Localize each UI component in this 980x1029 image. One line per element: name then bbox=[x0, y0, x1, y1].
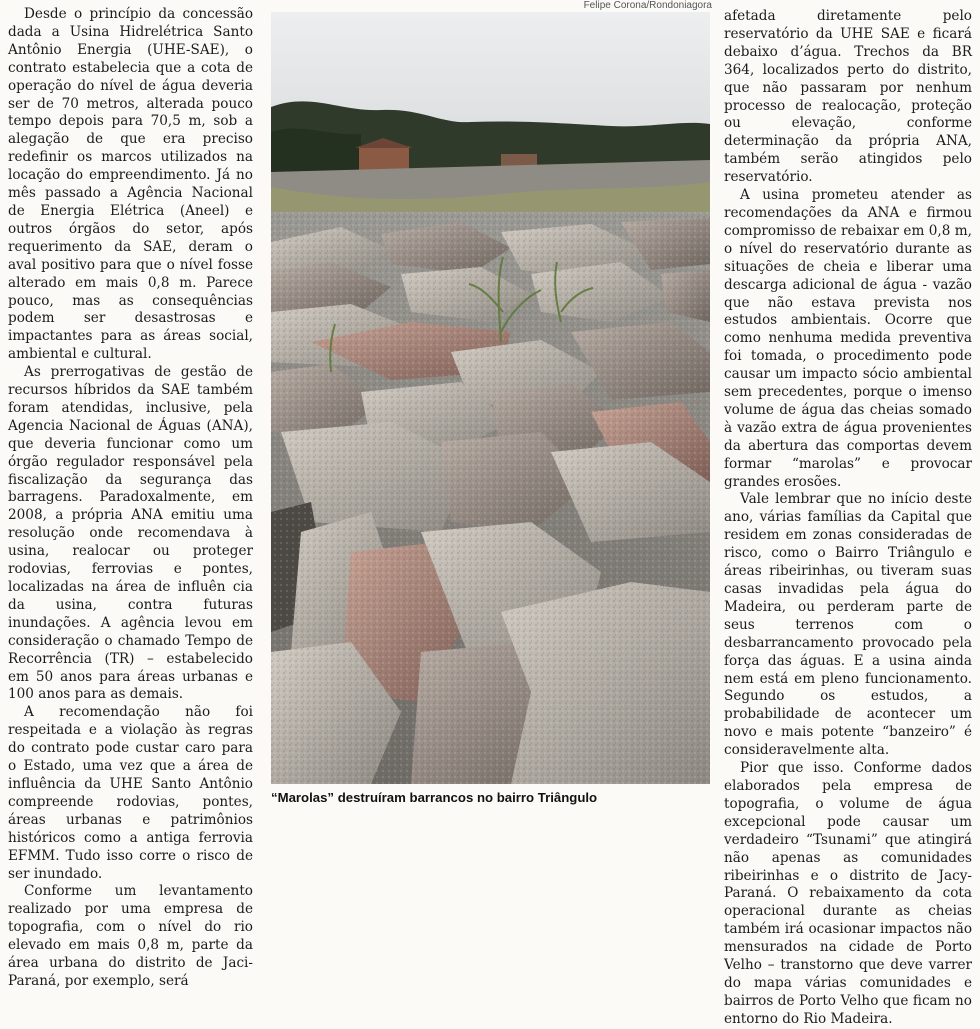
article-paragraph: A recomendação não foi respeitada e a violação às regras do contrato pode custar caro para o Estado, uma vez que a área de influência da UHE Santo Antônio compreende rodovias, pontes, áreas urbanas e patrimônios históricos como a antiga ferrovia EFMM. Tudo isso corre o risco de ser inundado. bbox=[8, 704, 253, 882]
article-paragraph: Desde o princípio da concessão dada a Usina Hidrelétrica Santo Antônio Energia (UHE-SAE), o contrato estabelecia que a cota de operação do nível de água deveria ser de 70 metros, alterada pouco tempo depois para 70,5 m, sob a alegação de que era preciso redefinir os marcos utilizados na locação do empreendimento. Já no mês passado a Agência Nacional de Energia Elétrica (Aneel) e outros órgãos do setor, após requerimento da SAE, deram o aval positivo para que o nível fosse alterado em mais 0,8 m. Parece pouco, mas as consequências podem ser desastrosas e impactantes para as áreas social, ambiental e cultural. bbox=[8, 6, 253, 363]
article-paragraph: afetada diretamente pelo reservatório da UHE SAE e ficará debaixo d’água. Trechos da BR 364, localizados perto do distrito, que não passaram por nenhum processo de realocação, proteção ou elevação, conforme determinação da própria ANA, também serão atingidos pelo reservatório. bbox=[724, 8, 972, 186]
article-paragraph: A usina prometeu atender as recomendações da ANA e firmou compromisso de rebaixar em 0,8 m, o nível do reservatório durante as situações de cheia e liberar uma descarga adicional de água - vazão que não estava prevista nos estudos ambientais. Ocorre que como nenhuma medida preventiva foi tomada, o procedimento pode causar um impacto sócio ambiental sem precedentes, porque o imenso volume de água das cheias somado à vazão extra de água provenientes da abertura das comportas devem formar “marolas” e provocar grandes erosões. bbox=[724, 187, 972, 490]
article-right-column bbox=[724, 8, 972, 1029]
photo-credit: Felipe Corona/Rondoniagora bbox=[583, 0, 712, 11]
article-left-column bbox=[8, 6, 253, 991]
article-paragraph: Vale lembrar que no início deste ano, várias famílias da Capital que residem em zonas consideradas de risco, como o Bairro Triângulo e áreas ribeirinhas, ou tiveram suas casas invadidas pela água do Madeira, ou perderam parte de seus terrenos com o desbarrancamento provocado pela força das águas. E a usina ainda nem está em pleno funcionamento. Segundo os estudos, a probabilidade de acontecer um novo e mais potente “banzeiro” é consideravelmente alta. bbox=[724, 491, 972, 759]
riverbank-rocks-photo bbox=[271, 12, 710, 784]
article-paragraph: Pior que isso. Conforme dados elaborados pela empresa de topografia, o volume de água excepcional pode causar um verdadeiro “Tsunami” que atingirá não apenas as comunidades ribeirinhas e o distrito de Jacy-Paraná. O rebaixamento da cota operacional durante as cheias também irá ocasionar impactos não mensurados na cidade de Porto Velho – transtorno que deve varrer do mapa várias comunidades e bairros de Porto Velho que ficam no entorno do Rio Madeira. bbox=[724, 760, 972, 1027]
photo-caption: “Marolas” destruíram barrancos no bairro Triângulo bbox=[271, 790, 598, 805]
article-paragraph: Conforme um levantamento realizado por uma empresa de topografia, com o nível do rio elevado em mais 0,8 m, parte da área urbana do distrito de Jaci-Paraná, por exemplo, será bbox=[8, 883, 253, 989]
article-paragraph: As prerrogativas de gestão de recursos híbridos da SAE também foram atendidas, inclusive, pela Agencia Nacional de Águas (ANA), que deveria funcionar como um órgão regulador responsável pela fiscalização da segurança das barragens. Paradoxalmente, em 2008, a própria ANA emitiu uma resolução onde recomendava à usina, realocar ou proteger rodovias, ferrovias e pontes, localizadas na área de influên cia da usina, contra futuras inundações. A agência levou em consideração o chamado Tempo de Recorrência (TR) – estabelecido em 50 anos para áreas urbanas e 100 anos para as demais. bbox=[8, 364, 253, 703]
